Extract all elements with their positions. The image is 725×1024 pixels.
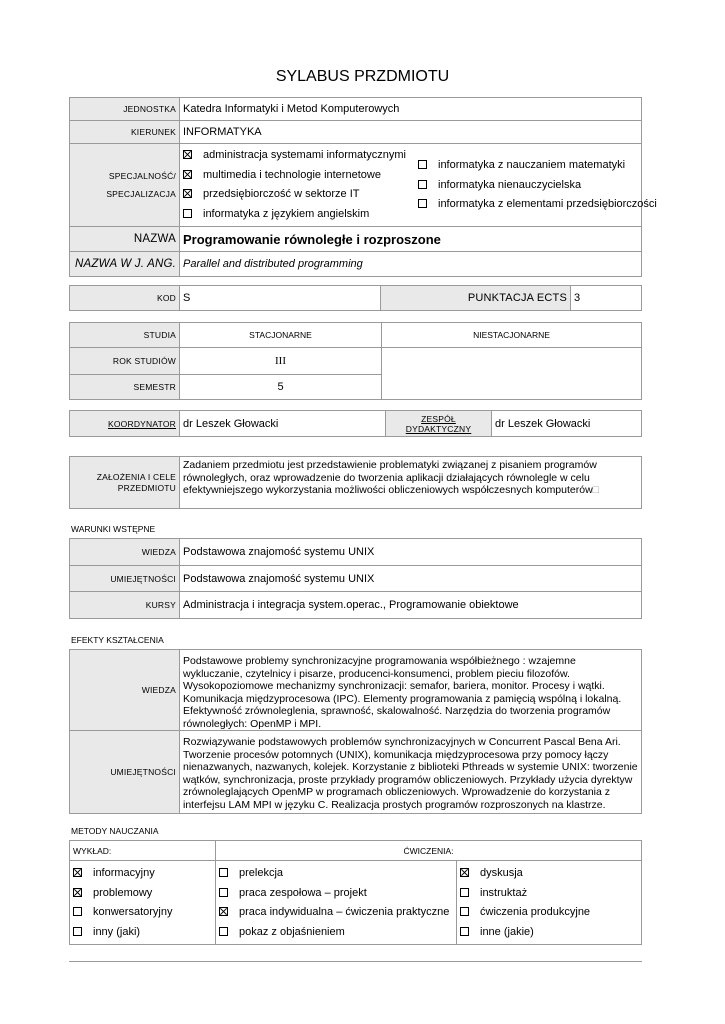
warunki-section-title: WARUNKI WSTĘPNE xyxy=(71,524,156,534)
option-label: problemowy xyxy=(93,886,153,899)
cwiczenia-option[interactable] xyxy=(460,903,641,923)
page-title: SYLABUS PRZDMIOTU xyxy=(275,68,450,85)
zespol-value: dr Leszek Głowacki xyxy=(492,411,642,437)
option-label: konwersatoryjny xyxy=(93,906,173,918)
spec-right-list xyxy=(418,156,657,215)
spec-option-label: przedsiębiorczość w sektorze IT xyxy=(203,188,360,200)
spec-option[interactable] xyxy=(418,195,657,215)
spec-option[interactable] xyxy=(418,176,657,196)
checkbox-empty-icon[interactable] xyxy=(418,180,427,189)
niestacjonarne-header: NIESTACJONARNE xyxy=(382,323,642,348)
spec-option-label: informatyka z elementami przedsiębiorczości xyxy=(438,198,657,210)
spec-option[interactable] xyxy=(183,166,406,186)
option-label: inne (jakie) xyxy=(480,925,534,938)
cwiczenia-option[interactable] xyxy=(460,864,641,884)
zalozenia-label-line2: PRZEDMIOTU xyxy=(117,482,176,493)
option-label: informacyjny xyxy=(93,867,155,879)
studia-table xyxy=(69,322,642,400)
metody-table xyxy=(69,840,642,945)
wyklad-option[interactable] xyxy=(73,864,215,884)
warunki-wiedza-value: Podstawowa znajomość systemu UNIX xyxy=(180,539,642,566)
efekty-wiedza-label: WIEDZA xyxy=(70,650,180,731)
jednostka-value: Katedra Informatyki i Metod Komputerowych xyxy=(180,98,642,121)
spec-option-label: informatyka z nauczaniem matematyki xyxy=(438,159,626,171)
efekty-section-title: EFEKTY KSZTAŁCENIA xyxy=(71,635,164,645)
checkbox-empty-icon[interactable] xyxy=(460,888,469,897)
metody-section-title: METODY NAUCZANIA xyxy=(71,826,159,836)
option-label: instruktaż xyxy=(480,886,528,899)
wyklad-header: WYKŁAD: xyxy=(70,841,216,861)
nazwa-label: NAZWA xyxy=(70,227,180,252)
cwiczenia-header: ĆWICZENIA: xyxy=(216,841,642,861)
jednostka-label: JEDNOSTKA xyxy=(70,98,180,121)
option-label: inny (jaki) xyxy=(93,925,141,938)
koordynator-label: KOORDYNATOR xyxy=(70,411,180,437)
zalozenia-label-line1: ZAŁOŻENIA I CELE xyxy=(96,471,176,482)
wyklad-option[interactable] xyxy=(73,903,215,923)
checkbox-checked-icon[interactable] xyxy=(183,150,192,159)
ects-value: 3 xyxy=(571,286,642,311)
zalozenia-label xyxy=(70,457,180,509)
rok-studiow-label: ROK STUDIÓW xyxy=(70,348,180,375)
cwiczenia-option[interactable] xyxy=(219,884,456,904)
cwiczenia-option[interactable] xyxy=(460,923,641,943)
zalozenia-value: Zadaniem przedmiotu jest przedstawienie problematyki związanej z pisaniem programów równoległych, oraz wprowadzenie do tworzenia aplikacji działających równolegle w celu efektywniejszego wykorzystania możliwości obliczeniowych współczesnych komputerów□ xyxy=(180,457,642,509)
zespol-label: ZESPÓŁ DYDAKTYCZNY xyxy=(386,411,492,437)
checkbox-checked-icon[interactable] xyxy=(183,170,192,179)
cwiczenia-options-b xyxy=(457,861,642,945)
cwiczenia-option[interactable] xyxy=(219,903,456,923)
cwiczenia-option[interactable] xyxy=(219,923,456,943)
wyklad-option[interactable] xyxy=(73,884,215,904)
efekty-wiedza-value: Podstawowe problemy synchronizacyjne programowania współbieżnego : wzajemne wykluczanie, czytelnicy i pisarze, producenci-konsumenci, problem pieciu filozofów. Wysokopoziomowe mechanizmy synchronizacji: semafor, bariera, monitor. Procesy i wątki. Komunikacja międzyprocesowa (IPC). Elementy programowania z pamięcią wspólną i lokalną. Efektywność zrównoleglenia, sprawność, skalowalność. Narzędzia do tworzenia programów równoległych: OpenMP i MPI. xyxy=(180,650,642,731)
spec-option[interactable] xyxy=(183,205,406,225)
semestr-value: 5 xyxy=(180,375,382,400)
spec-option-label: informatyka z językiem angielskim xyxy=(203,207,370,220)
efekty-umiejetnosci-label: UMIEJĘTNOŚCI xyxy=(70,731,180,814)
checkbox-checked-icon[interactable] xyxy=(183,189,192,198)
footer-divider xyxy=(69,961,642,962)
checkbox-empty-icon[interactable] xyxy=(73,907,82,916)
zalozenia-table xyxy=(69,456,642,509)
checkbox-empty-icon[interactable] xyxy=(219,888,228,897)
semestr-label: SEMESTR xyxy=(70,375,180,400)
specjalnosc-label xyxy=(70,144,180,227)
checkbox-empty-icon[interactable] xyxy=(460,927,469,936)
checkbox-checked-icon[interactable] xyxy=(73,868,82,877)
warunki-umiejetnosci-value: Podstawowa znajomość systemu UNIX xyxy=(180,566,642,592)
warunki-table xyxy=(69,538,642,619)
nazwa-value: Programowanie równoległe i rozproszone xyxy=(180,227,642,252)
checkbox-checked-icon[interactable] xyxy=(460,868,469,877)
zalozenia-text: Zadaniem przedmiotu jest przedstawienie problematyki związanej z pisaniem programów równoległych, oraz wprowadzenie do tworzenia aplikacji działających równolegle w celu efektywniejszego wykorzystania możliwości obliczeniowych współczesnych komputerów xyxy=(183,459,597,496)
option-label: prelekcja xyxy=(239,867,284,879)
warunki-umiejetnosci-label: UMIEJĘTNOŚCI xyxy=(70,566,180,592)
spec-option[interactable] xyxy=(183,185,406,205)
checkbox-empty-icon[interactable] xyxy=(183,209,192,218)
checkbox-empty-icon[interactable] xyxy=(418,199,427,208)
option-label: pokaz z objaśnieniem xyxy=(239,925,345,938)
kursy-value: Administracja i integracja system.operac., Programowanie obiektowe xyxy=(180,592,642,619)
wyklad-options xyxy=(70,861,216,945)
cwiczenia-option[interactable] xyxy=(460,884,641,904)
ects-label: PUNKTACJA ECTS xyxy=(381,286,571,311)
checkbox-empty-icon[interactable] xyxy=(219,868,228,877)
koordynator-table xyxy=(69,410,642,437)
nazwa-ang-value: Parallel and distributed programming xyxy=(180,252,642,277)
warunki-wiedza-label: WIEDZA xyxy=(70,539,180,566)
kod-table xyxy=(69,285,642,311)
option-label: praca zespołowa – projekt xyxy=(239,886,367,899)
kursy-label: KURSY xyxy=(70,592,180,619)
spec-option-label: multimedia i technologie internetowe xyxy=(203,168,381,181)
spec-option-label: informatyka nienauczycielska xyxy=(438,178,582,191)
checkbox-checked-icon[interactable] xyxy=(219,907,228,916)
checkbox-checked-icon[interactable] xyxy=(73,888,82,897)
kod-value: S xyxy=(180,286,381,311)
cwiczenia-options-a xyxy=(216,861,457,945)
stacjonarne-header: STACJONARNE xyxy=(180,323,382,348)
specjalnosc-options xyxy=(180,144,657,227)
header-table xyxy=(69,97,657,277)
kod-label: KOD xyxy=(70,286,180,311)
nazwa-ang-label: NAZWA W J. ANG. xyxy=(70,252,180,277)
wyklad-option[interactable] xyxy=(73,923,215,943)
studia-label: STUDIA xyxy=(70,323,180,348)
option-label: praca indywidualna – ćwiczenia praktyczne xyxy=(239,906,450,918)
checkbox-empty-icon[interactable] xyxy=(73,927,82,936)
option-label: dyskusja xyxy=(480,867,523,879)
specjalnosc-label-line1: SPECJALNOŚĆ/ xyxy=(108,171,176,181)
checkbox-empty-icon[interactable] xyxy=(219,927,228,936)
niestacjonarne-cell xyxy=(382,348,642,400)
koordynator-value: dr Leszek Głowacki xyxy=(180,411,386,437)
specjalnosc-label-line2: SPECJALIZACJA xyxy=(106,189,176,199)
efekty-umiejetnosci-value: Rozwiązywanie podstawowych problemów synchronizacyjnych w Concurrent Pascal Bena Ari. Tworzenie procesów potomnych (UNIX), komunikacja międzyprocesowa przy pomocy łączy nienazwanych, nazwanych, kolejek. Korzystanie z biblioteki Pthreads w systemie UNIX: tworzenie wątków, synchronizacja, proste przykłady programów obliczeniowych. Przykłady użycia dyrektyw zrównoleglających OpenMP w programach obliczeniowych. Wprowadzenie do korzystania z interfejsu LAM MPI w języku C. Realizacja prostych programów rozproszonych na klastrze. xyxy=(180,731,642,814)
rok-studiow-value: III xyxy=(180,348,382,375)
spec-option-label: administracja systemami informatycznymi xyxy=(203,149,406,161)
spec-left-list xyxy=(183,146,406,224)
spec-option[interactable] xyxy=(183,146,406,166)
checkbox-empty-icon[interactable] xyxy=(460,907,469,916)
spec-option[interactable] xyxy=(418,156,657,176)
option-label: ćwiczenia produkcyjne xyxy=(480,906,591,918)
kierunek-value: INFORMATYKA xyxy=(180,121,642,144)
kierunek-label: KIERUNEK xyxy=(70,121,180,144)
checkbox-empty-icon[interactable] xyxy=(418,160,427,169)
cwiczenia-option[interactable] xyxy=(219,864,456,884)
efekty-table xyxy=(69,649,642,814)
